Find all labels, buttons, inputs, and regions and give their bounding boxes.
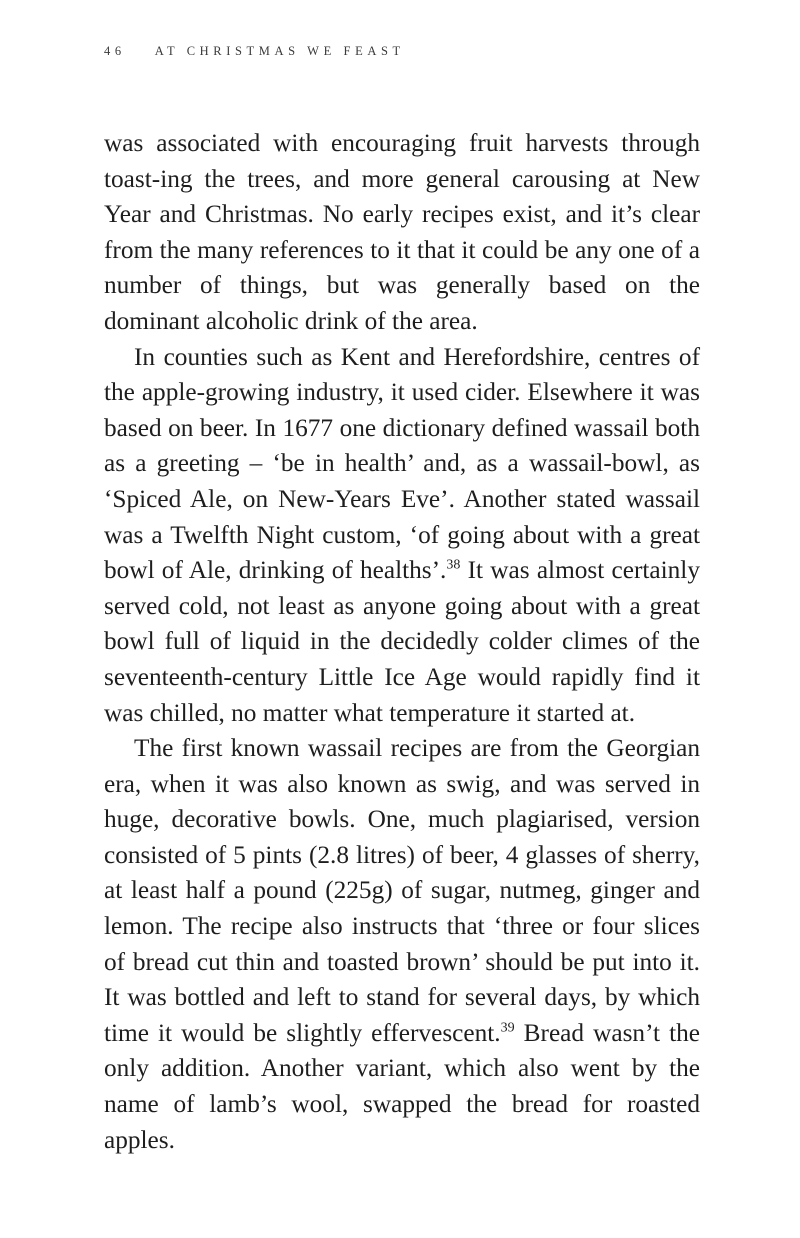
running-title: AT CHRISTMAS WE FEAST xyxy=(154,44,405,58)
page-number: 46 xyxy=(104,44,126,58)
paragraph-text: It was almost certainly served cold, not least as anyone going about with a great bowl full of liquid in the decidedly colder climes of the seventeenth-century Little Ice Age would rapidly find it was chilled, no matter what temperature it started at. xyxy=(104,556,700,727)
paragraph-text: In counties such as Kent and Herefordshire, centres of the apple-growing industry, it used cider. Elsewhere it was based on beer. In 1677 one dictionary defined wassail both as a greeting – ‘be in health’ and, as a wassail-bowl, as ‘Spiced Ale, on New-Years Eve’. Another stated wassail was a Twelfth Night custom, ‘of going about with a great bowl of Ale, drinking of healths’. xyxy=(104,342,700,585)
body-text xyxy=(104,126,700,1158)
footnote-marker-38[interactable]: 38 xyxy=(446,557,461,573)
paragraph-text: was associated with encouraging fruit harvests through toast-ing the trees, and more general carousing at New Year and Christmas. No early recipes exist, and it’s clear from the many references to it that it could be any one of a number of things, but was generally based on the dominant alcoholic drink of the area. xyxy=(104,129,700,335)
running-head xyxy=(104,44,405,59)
paragraph-2 xyxy=(104,340,700,732)
paragraph-text: Bread wasn’t the only addition. Another variant, which also went by the name of lamb’s wool, swapped the bread for roasted apples. xyxy=(104,1018,700,1154)
paragraph-3 xyxy=(104,731,700,1158)
paragraph-1 xyxy=(104,126,700,340)
paragraph-text: The first known wassail recipes are from the Georgian era, when it was also known as swig, and was served in huge, decorative bowls. One, much plagiarised, version consisted of 5 pints (2.8 litres) of beer, 4 glasses of sherry, at least half a pound (225g) of sugar, nutmeg, ginger and lemon. The recipe also instructs that ‘three or four slices of bread cut thin and toasted brown’ should be put into it. It was bottled and left to stand for several days, by which time it would be slightly effervescent. xyxy=(104,734,700,1047)
footnote-marker-39[interactable]: 39 xyxy=(500,1020,515,1036)
